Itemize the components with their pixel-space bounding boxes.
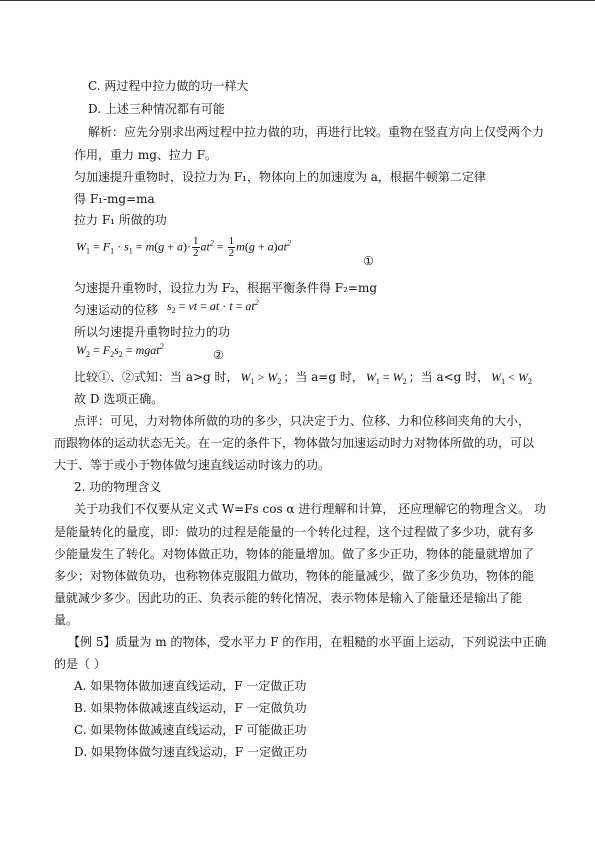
analysis-line-8: 所以匀速提升重物时拉力的功 bbox=[74, 325, 231, 339]
equation-marker-1: ① bbox=[363, 254, 374, 268]
analysis-line-7: 匀速运动的位移 bbox=[74, 303, 159, 317]
body-line-3: 少能量发生了转化。对物体做正功，物体的能量增加。做了多少正功，物体的能量就增加了 bbox=[54, 547, 535, 561]
conclusion-line: 故 D 选项正确。 bbox=[74, 392, 164, 406]
body-line-6: 量。 bbox=[54, 613, 79, 627]
body-line-4: 多少；对物体做负功，也称物体克服阻力做功，物体的能量减少，做了多少负功，物体的能 bbox=[54, 569, 535, 583]
equation-s2: $s_2$ = vt = at · $t = at^2$ bbox=[167, 298, 259, 315]
body-line-5: 量就减少多少。因此功的正、负表示能的转化情况，表示物体是输入了能量还是输出了能 bbox=[54, 591, 523, 605]
analysis-line-4: 得 F₁-mg=ma bbox=[74, 192, 155, 206]
analysis-line-6: 匀速提升重物时，设拉力为 F₂，根据平衡条件得 F₂=mg bbox=[74, 281, 378, 295]
comparison-line: 比较①、②式知：当 a>g 时， $W_1 > W_2$ ；当 a=g 时， $W_1 = W_2$ ；当 a<g 时， $W_1 < W_2$ bbox=[74, 370, 532, 386]
comment-line-3: 大于、等于或小于物体做匀速直线运动时该力的功。 bbox=[54, 458, 331, 472]
example-option-a: A. 如果物体做加速直线运动，F 一定做正功 bbox=[74, 679, 307, 693]
header-rule bbox=[0, 0, 595, 1]
equation-w1: $W_1 = F_1 \cdot s_1 = m(g + a)\cdot$ $\frac{1}{2}$ $at^2$ = $\frac{1}{2}$ $m(g + a)at^2$ bbox=[76, 235, 291, 259]
equation-w2: $W_2 = F_2s_2$ = mgat$^2$ bbox=[76, 342, 164, 359]
equation-marker-2: ② bbox=[213, 348, 224, 362]
analysis-line-2: 作用，重力 mg、拉力 F。 bbox=[74, 148, 218, 162]
option-d: D. 上述三种情况都有可能 bbox=[88, 102, 225, 116]
analysis-line-1: 解析：应先分别求出两过程中拉力做的功，再进行比较。重物在竖直方向上仅受两个力 bbox=[88, 125, 545, 139]
example-question-line-2: 的是（ ） bbox=[54, 657, 106, 671]
comment-line-1: 点评：可见，力对物体所做的功的多少，只决定于力、位移、力和位移间夹角的大小， bbox=[74, 414, 531, 428]
example-option-c: C. 如果物体做减速直线运动，F 可能做正功 bbox=[74, 723, 307, 737]
analysis-line-3: 匀加速提升重物时，设拉力为 F₁，物体向上的加速度为 a，根据牛顿第二定律 bbox=[74, 170, 486, 184]
body-line-1: 关于功我们不仅要从定义式 W=Fs cos α 进行理解和计算， 还应理解它的物理含义。 功 bbox=[74, 502, 546, 516]
option-c: C. 两过程中拉力做的功一样大 bbox=[88, 79, 249, 93]
example-option-b: B. 如果物体做减速直线运动，F 一定做负功 bbox=[74, 701, 307, 715]
section-heading: 2. 功的物理含义 bbox=[74, 480, 162, 494]
comment-line-2: 而跟物体的运动状态无关。在一定的条件下，物体做匀加速运动时力对物体所做的功，可以 bbox=[54, 436, 535, 450]
example-option-d: D. 如果物体做匀速直线运动，F 一定做正功 bbox=[74, 745, 307, 759]
example-question-line-1: 【例 5】质量为 m 的物体，受水平力 F 的作用，在粗糙的水平面上运动，下列说法中正确 bbox=[68, 635, 547, 649]
analysis-line-5: 拉力 F₁ 所做的功 bbox=[74, 213, 167, 227]
body-line-2: 是能量转化的量度，即：做功的过程是能量的一个转化过程，这个过程做了多少功，就有多 bbox=[54, 525, 535, 539]
